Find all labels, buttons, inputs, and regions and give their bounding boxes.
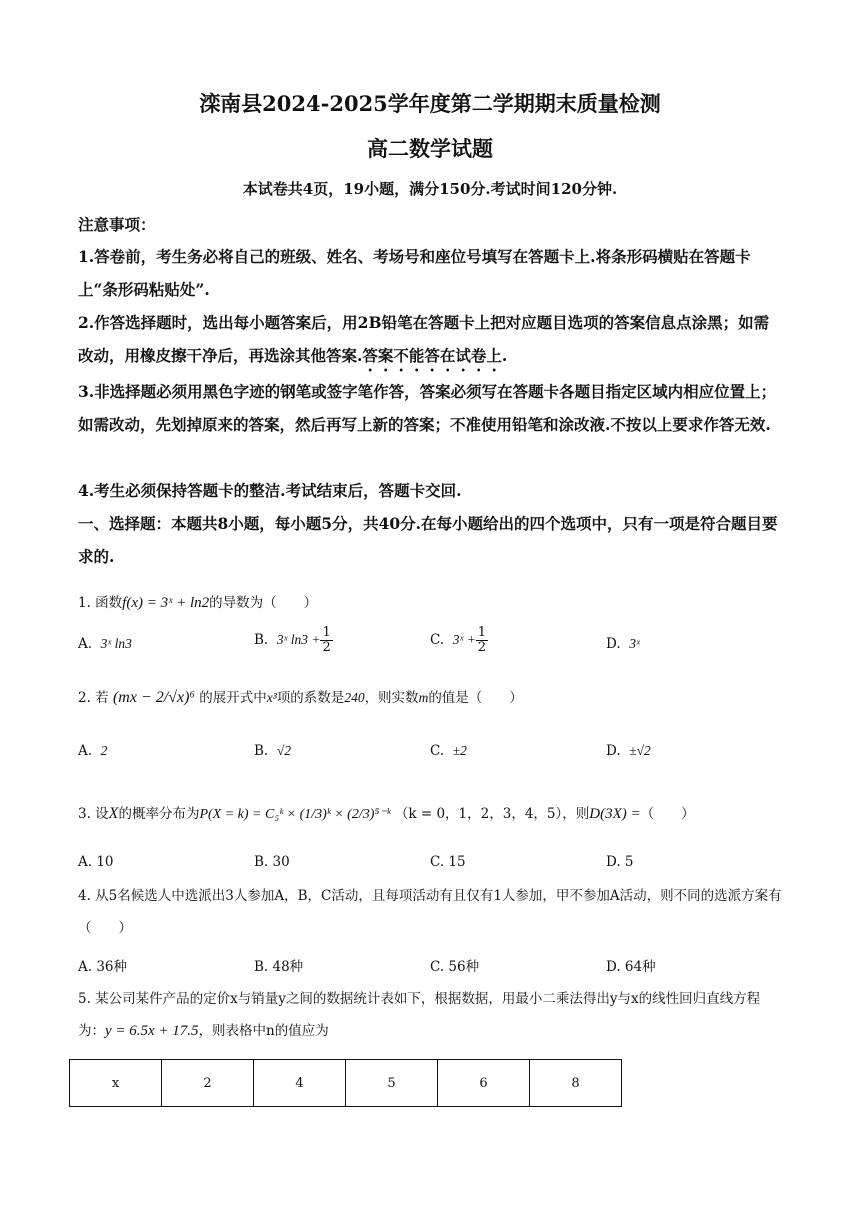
- option-4a: A. 36种: [78, 959, 128, 975]
- data-table: [69, 1059, 622, 1107]
- option-2a: A. 2: [78, 743, 108, 759]
- option-1a: A. 3ˣ ln3: [78, 636, 132, 652]
- notice-item-4: 4.考生必须保持答题卡的整洁.考试结束后，答题卡交回.: [78, 481, 462, 500]
- option-4d: D. 64种: [606, 959, 656, 975]
- table-cell: 8: [530, 1060, 622, 1107]
- question-2: 2. 若 (mx − 2/√x)⁶ 的展开式中x³项的系数是240，则实数m的值是（ ）: [78, 689, 523, 706]
- option-1b: B. 3ˣ ln3 + $\frac{1}{2}$: [254, 625, 331, 655]
- question-3: 3. 设X的概率分布为P(X = k) = C₅ᵏ × (1/3)ᵏ × (2/3)⁵⁻ᵏ （k = 0，1，2，3，4，5），则D(3X) =（ ）: [78, 805, 695, 822]
- notice-item-3: 3.非选择题必须用黑色字迹的钢笔或签字笔作答，答案必须写在答题卡各题目指定区域内相应位置上；如需改动，先划掉原来的答案，然后再写上新的答案；不准使用铅笔和涂改液.不按以上要求作答无效.: [78, 382, 777, 434]
- table-cell: x: [70, 1060, 162, 1107]
- formula: f(x) = 3ˣ + ln2: [122, 595, 210, 611]
- table-row: [70, 1060, 622, 1107]
- table-cell: 6: [438, 1060, 530, 1107]
- table-cell: 2: [162, 1060, 254, 1107]
- notice-heading: 注意事项：: [78, 215, 156, 234]
- option-1d: D. 3ˣ: [606, 636, 640, 652]
- section-heading: 一、选择题：本题共8小题，每小题5分，共40分.在每小题给出的四个选项中，只有一项是符合题目要求的.: [78, 514, 778, 566]
- exam-title: 滦南县2024-2025学年度第二学期期末质量检测: [199, 91, 661, 116]
- option-3d: D. 5: [606, 854, 634, 870]
- fraction: $\frac{1}{2}$: [477, 625, 487, 655]
- option-2b: B. √2: [254, 743, 291, 759]
- option-3c: C. 15: [430, 854, 466, 870]
- exam-subtitle: 高二数学试题: [367, 136, 493, 161]
- table-cell: 4: [254, 1060, 346, 1107]
- option-3b: B. 30: [254, 854, 290, 870]
- formula: (mx − 2/√x)⁶: [112, 689, 195, 706]
- formula: y = 6.5x + 17.5: [105, 1023, 199, 1039]
- option-3a: A. 10: [78, 854, 114, 870]
- option-4b: B. 48种: [254, 959, 304, 975]
- emphasis-text: 答案不能答在试卷上: [362, 346, 502, 365]
- question-1: 1. 函数f(x) = 3ˣ + ln2的导数为（ ）: [78, 595, 318, 611]
- question-5: 5. 某公司某件产品的定价x与销量y之间的数据统计表如下，根据数据，用最小二乘法得出y与x的线性回归直线方程为：y = 6.5x + 17.5，则表格中n的值应为: [78, 991, 761, 1039]
- notice-item-2: 2.作答选择题时，选出每小题答案后，用2B铅笔在答题卡上把对应题目选项的答案信息点涂黑；如需改动，用橡皮擦干净后，再选涂其他答案.答案不能答在试卷上.: [78, 313, 770, 365]
- option-1c: C. 3ˣ + $\frac{1}{2}$: [430, 625, 487, 655]
- formula: P(X = k) = C₅ᵏ × (1/3)ᵏ × (2/3)⁵⁻ᵏ: [199, 807, 391, 822]
- exam-info: 本试卷共4页，19小题，满分150分.考试时间120分钟.: [242, 180, 618, 198]
- option-2d: D. ±√2: [606, 743, 651, 759]
- table-cell: 5: [346, 1060, 438, 1107]
- notice-item-1: 1.答卷前，考生务必将自己的班级、姓名、考场号和座位号填写在答题卡上.将条形码横贴在答题卡上“条形码粘贴处”.: [78, 247, 751, 299]
- question-4: 4. 从5名候选人中选派出3人参加A，B，C活动，且每项活动有且仅有1人参加，甲不参加A活动，则不同的选派方案有（ ）: [78, 888, 782, 936]
- option-2c: C. ±2: [430, 743, 467, 759]
- option-4c: C. 56种: [430, 959, 480, 975]
- fraction: $\frac{1}{2}$: [322, 625, 331, 655]
